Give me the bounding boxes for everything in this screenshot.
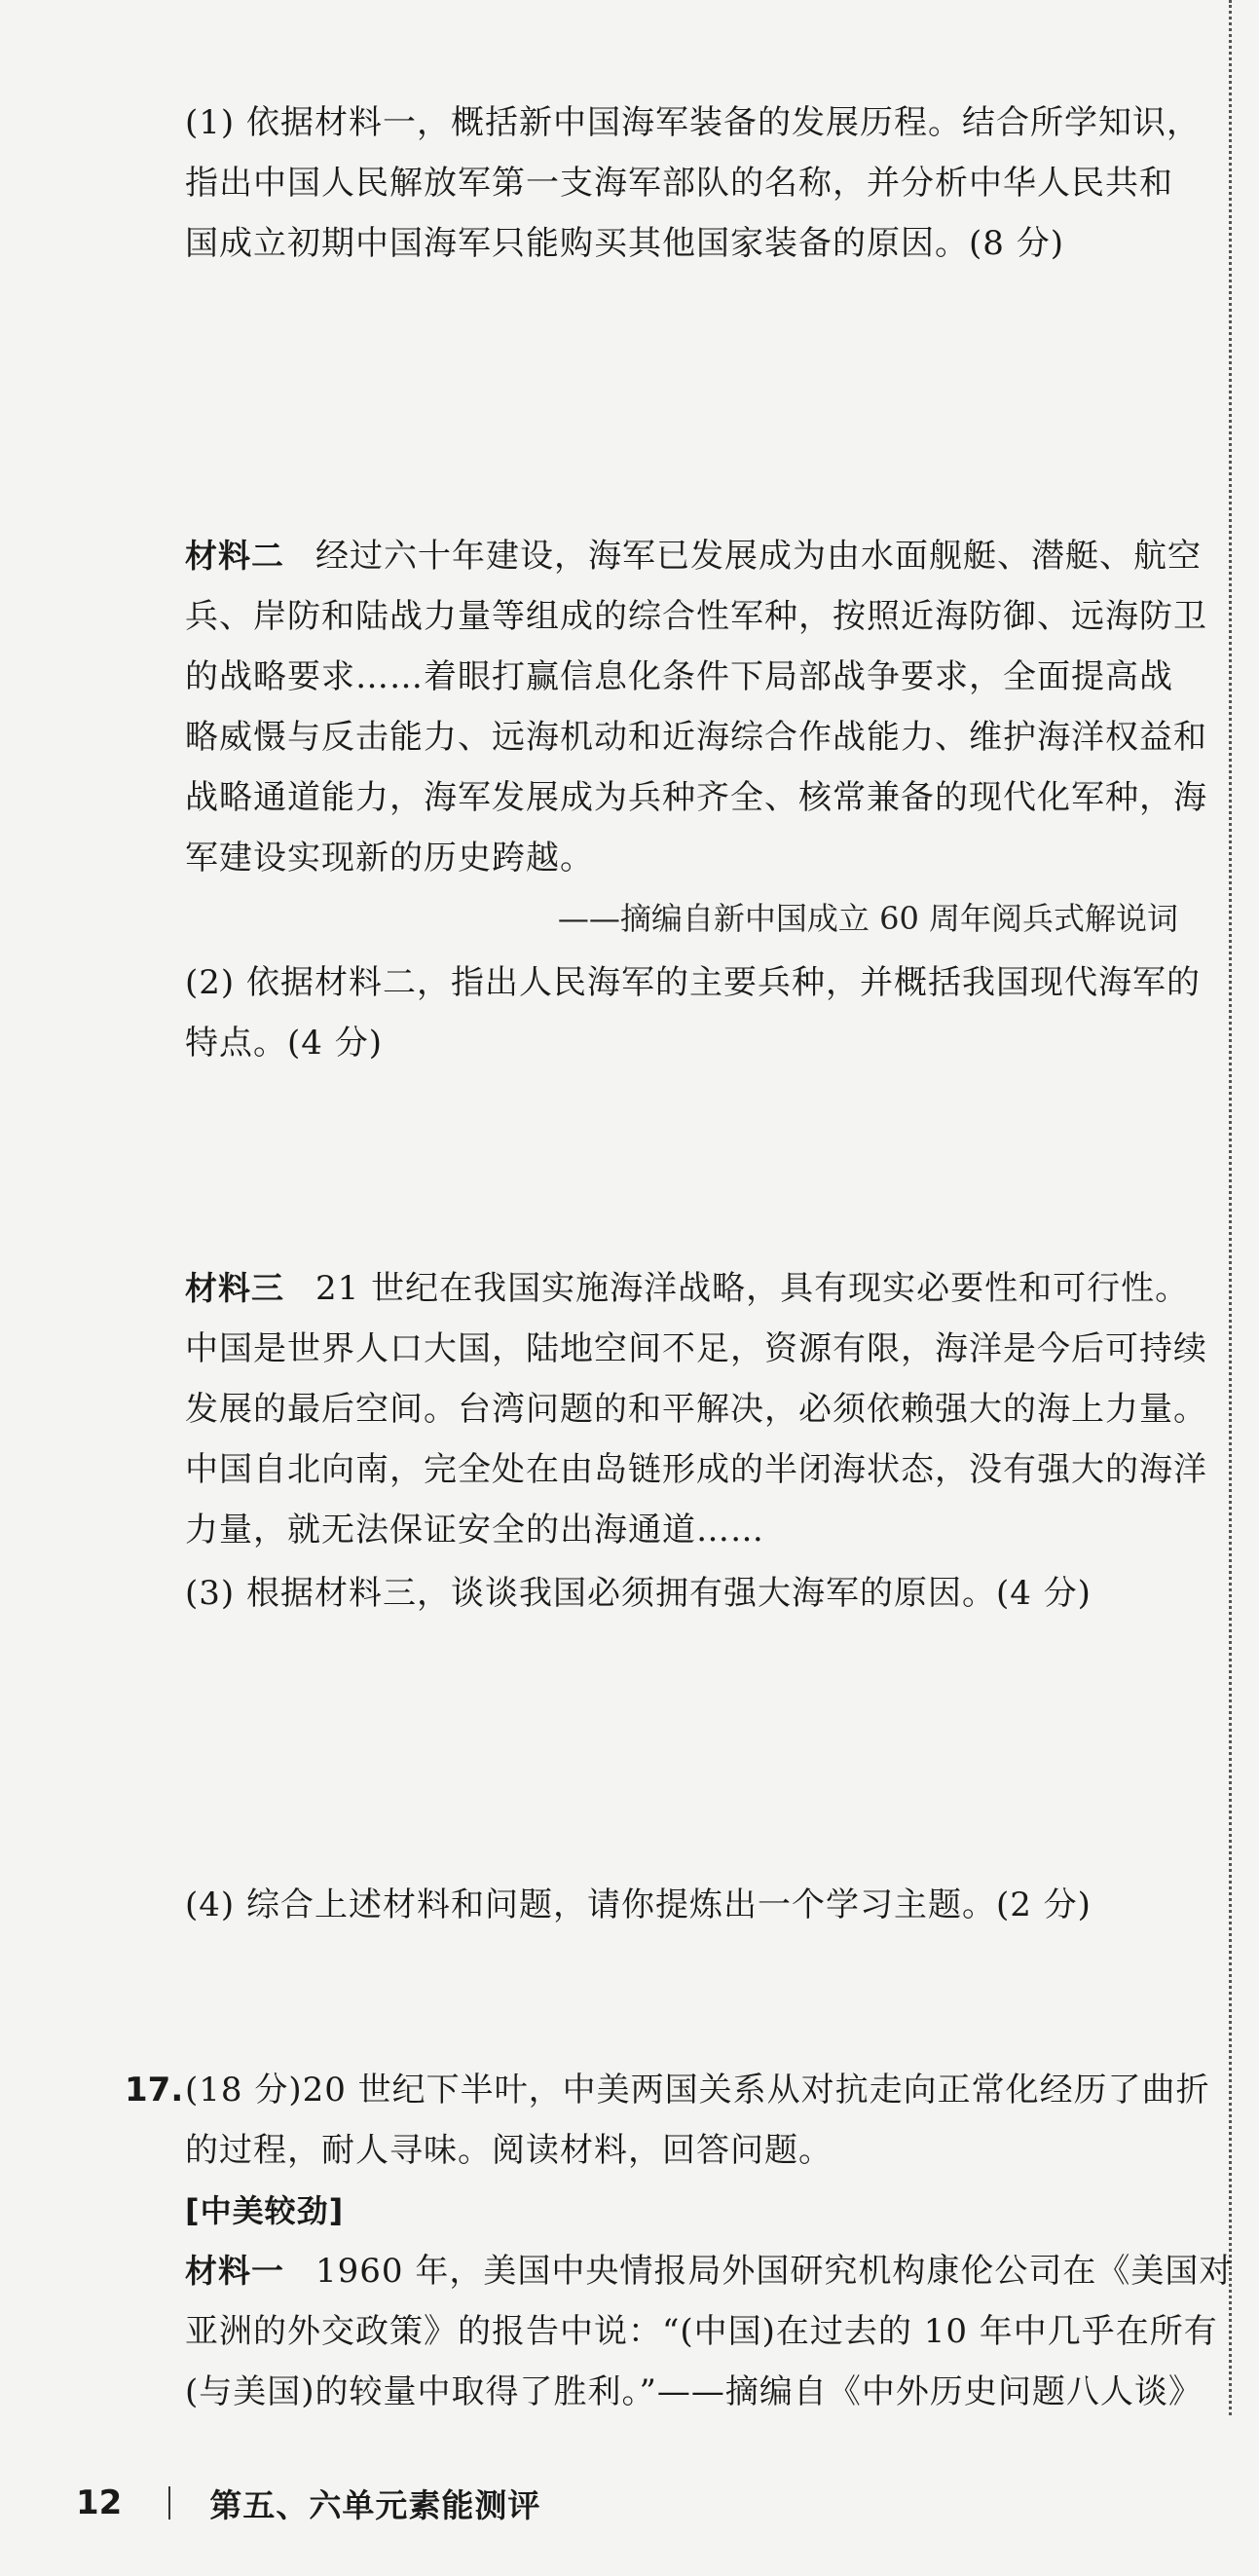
page-footer	[76, 2474, 540, 2532]
material-label: 材料二	[185, 537, 284, 575]
text-line: 战略通道能力，海军发展成为兵种齐全、核常兼备的现代化军种，海	[185, 778, 1207, 817]
text-line: (与美国)的较量中取得了胜利。”——摘编自《中外历史问题八人谈》	[185, 2372, 1203, 2411]
text-line: (2) 依据材料二，指出人民海军的主要兵种，并概括我国现代海军的	[185, 963, 1201, 1002]
text-line: 特点。(4 分)	[185, 1024, 383, 1063]
text-line: 力量，就无法保证安全的出海通道……	[185, 1511, 764, 1549]
text-line: 发展的最后空间。台湾问题的和平解决，必须依赖强大的海上力量。	[185, 1390, 1207, 1429]
text-line: 中国自北向南，完全处在由岛链形成的半闭海状态，没有强大的海洋	[185, 1450, 1207, 1489]
section-tag-line	[185, 2181, 1178, 2241]
page-number: 12	[76, 2483, 123, 2522]
text-line	[185, 2241, 1234, 2301]
question-16-4	[185, 1875, 1178, 1935]
section-tag: [中美较劲]	[185, 2192, 345, 2229]
text-line: 指出中国人民解放军第一支海军部队的名称，并分析中华人民共和	[185, 164, 1173, 203]
text-line: 亚洲的外交政策》的报告中说：“(中国)在过去的 10 年中几乎在所有	[185, 2312, 1218, 2351]
text-line	[185, 1258, 1190, 1319]
text-line: (4) 综合上述材料和问题，请你提炼出一个学习主题。(2 分)	[185, 1885, 1092, 1924]
material-label: 材料三	[185, 1269, 284, 1307]
text-line: 的战略要求……着眼打赢信息化条件下局部战争要求，全面提高战	[185, 657, 1173, 696]
footer-divider	[168, 2486, 170, 2520]
text-line	[185, 526, 1202, 586]
question-16-2	[185, 952, 1201, 1073]
text-span: 经过六十年建设，海军已发展成为由水面舰艇、潜艇、航空	[315, 537, 1202, 576]
question-16-1	[185, 93, 1201, 274]
text-line: 的过程，耐人寻味。阅读材料，回答问题。	[185, 2131, 833, 2170]
material-3	[185, 1258, 1207, 1560]
question-16-3	[185, 1563, 1178, 1624]
text-span: 1960 年，美国中央情报局外国研究机构康伦公司在《美国对	[315, 2252, 1234, 2291]
text-line: 军建设实现新的历史跨越。	[185, 839, 594, 877]
text-line: (18 分)20 世纪下半叶，中美两国关系从对抗走向正常化经历了曲折	[185, 2071, 1210, 2109]
binding-dotted-line	[1229, 0, 1232, 2415]
text-line: (1) 依据材料一，概括新中国海军装备的发展历程。结合所学知识，	[185, 103, 1201, 142]
text-line: 兵、岸防和陆战力量等组成的综合性军种，按照近海防御、远海防卫	[185, 597, 1207, 636]
question-17	[185, 2060, 1234, 2422]
text-span: 21 世纪在我国实施海洋战略，具有现实必要性和可行性。	[315, 1269, 1190, 1308]
text-line: 中国是世界人口大国，陆地空间不足，资源有限，海洋是今后可持续	[185, 1329, 1207, 1368]
text-line: 略威慑与反击能力、远海机动和近海综合作战能力、维护海洋权益和	[185, 718, 1207, 757]
question-number: 17.	[125, 2071, 184, 2109]
material-2	[185, 526, 1207, 949]
footer-title: 第五、六单元素能测评	[209, 2485, 541, 2524]
text-line: 国成立初期中国海军只能购买其他国家装备的原因。(8 分)	[185, 224, 1064, 263]
material-label: 材料一	[185, 2252, 284, 2290]
text-line: (3) 根据材料三，谈谈我国必须拥有强大海军的原因。(4 分)	[185, 1574, 1092, 1613]
material-source: ——摘编自新中国成立 60 周年阅兵式解说词	[557, 900, 1178, 937]
